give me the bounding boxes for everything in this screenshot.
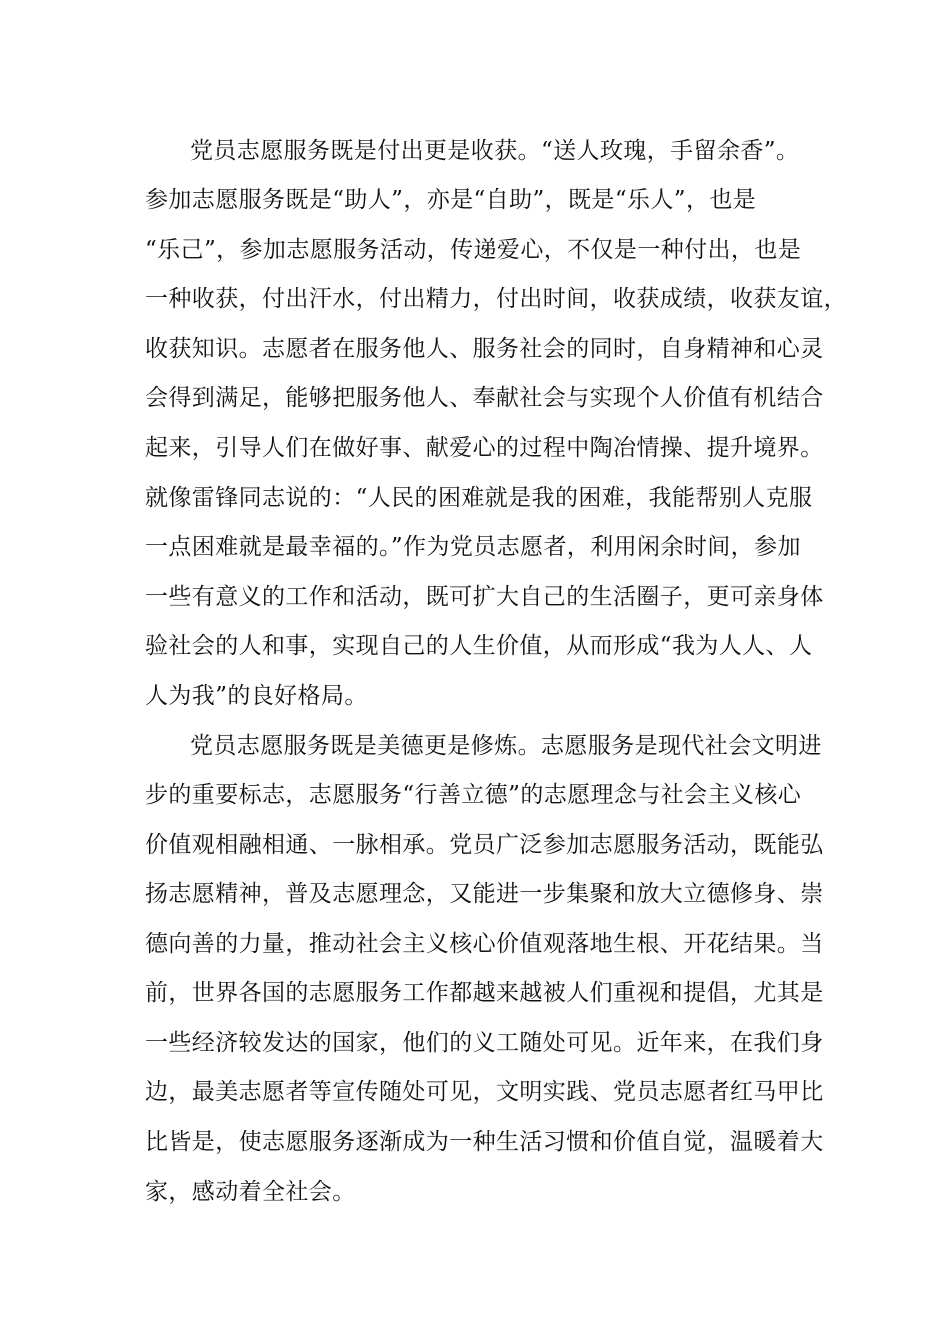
paragraph-line: 党员志愿服务既是美德更是修炼。志愿服务是现代社会文明进: [190, 733, 822, 759]
paragraph-line: 比皆是，使志愿服务逐渐成为一种生活习惯和价值自觉，温暖着大: [145, 1129, 824, 1155]
paragraph-line: 一些经济较发达的国家，他们的义工随处可见。近年来，在我们身: [145, 1030, 824, 1056]
paragraph-line: 收获知识。志愿者在服务他人、服务社会的同时，自身精神和心灵: [145, 336, 824, 362]
paragraph-line: 人为我”的良好格局。: [145, 683, 368, 709]
paragraph-line: 家，感动着全社会。: [145, 1179, 356, 1205]
paragraph-line: 边，最美志愿者等宣传随处可见，文明实践、党员志愿者红马甲比: [145, 1079, 824, 1105]
paragraph-line: 步的重要标志，志愿服务“行善立德”的志愿理念与社会主义核心: [145, 782, 802, 808]
paragraph-line: 价值观相融相通、一脉相承。党员广泛参加志愿服务活动，既能弘: [145, 832, 824, 858]
paragraph-line: 就像雷锋同志说的：“人民的困难就是我的困难，我能帮别人克服: [145, 485, 813, 511]
paragraph-line: 一些有意义的工作和活动，既可扩大自己的生活圈子，更可亲身体: [145, 584, 824, 610]
paragraph-line: 一种收获，付出汗水，付出精力，付出时间，收获成绩，收获友谊，: [145, 286, 847, 312]
paragraph-line: 验社会的人和事，实现自己的人生价值，从而形成“我为人人、人: [145, 633, 813, 659]
paragraph-line: 党员志愿服务既是付出更是收获。“送人玫瑰，手留余香”。: [190, 138, 800, 164]
paragraph-line: 德向善的力量，推动社会主义核心价值观落地生根、开花结果。当: [145, 931, 824, 957]
paragraph-line: 会得到满足，能够把服务他人、奉献社会与实现个人价值有机结合: [145, 385, 824, 411]
paragraph-line: 扬志愿精神，普及志愿理念，又能进一步集聚和放大立德修身、崇: [145, 881, 824, 907]
paragraph-line: “乐己”，参加志愿服务活动，传递爱心，不仅是一种付出，也是: [145, 237, 802, 263]
paragraph-line: 参加志愿服务既是“助人”，亦是“自助”，既是“乐人”，也是: [145, 187, 757, 213]
paragraph-line: 起来，引导人们在做好事、献爱心的过程中陶冶情操、提升境界。: [145, 435, 824, 461]
paragraph-line: 前，世界各国的志愿服务工作都越来越被人们重视和提倡，尤其是: [145, 980, 824, 1006]
paragraph-line: 一点困难就是最幸福的。”作为党员志愿者，利用闲余时间，参加: [145, 534, 801, 560]
